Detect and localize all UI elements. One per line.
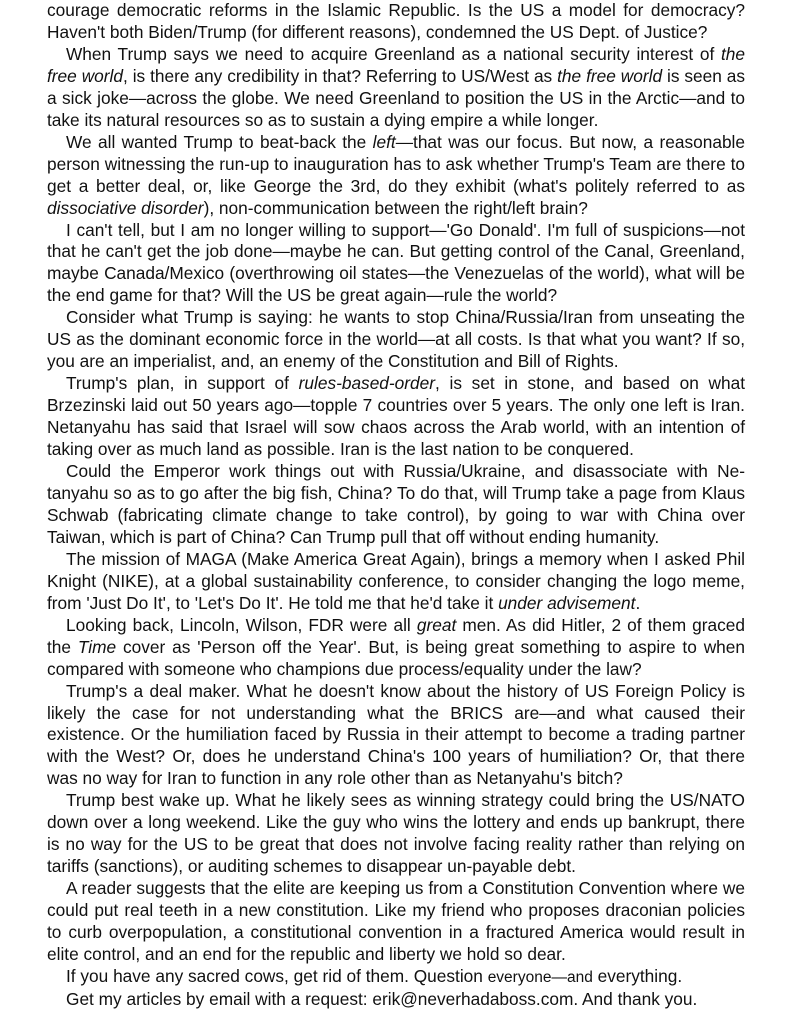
italic-text-run: the free world [557, 65, 663, 86]
paragraph-14-contact [47, 989, 745, 1011]
italic-text-run: Time [77, 636, 117, 657]
article-column [47, 0, 745, 1011]
paragraph-12 [47, 878, 745, 966]
paragraph-5 [47, 307, 745, 373]
text-run: A reader suggests that the elite are keeping us from a Constitution Convention where we could put real teeth in a new constitution. Like my friend who proposes draconian policies to curb overpopulation, a constitutional convention in a fractured America would result in elite control, and an end for the republic and liberty we hold so dear. [47, 878, 745, 964]
text-run: The mission of MAGA (Make America Great Again), brings a memory when I asked Phil Knight (NIKE), at a global sustainability conference, to consider changing the logo meme, from 'Just Do It', to 'Let's Do It'. He told me that he'd take it [47, 548, 745, 613]
text-run: courage democratic reforms in the Islamic Republic. Is the US a model for democracy? Haven't both Biden/Trump (for different reasons), condemned the US Dept. of Justice? [47, 0, 745, 42]
italic-text-run: left [372, 131, 396, 152]
italic-text-run: under advisement [498, 592, 636, 613]
paragraph-2 [47, 44, 745, 132]
paragraph-1 [47, 0, 745, 44]
text-run: everything. [592, 965, 683, 986]
paragraph-7 [47, 461, 745, 549]
text-run: We all wanted Trump to beat-back the [66, 131, 373, 152]
paragraph-3 [47, 132, 745, 220]
text-run: is seen as a sick joke—across the globe. We need Greenland to position the US in the Arctic—and to take its natural resources so as to sustain a dying empire a while longer. [47, 65, 746, 130]
paragraph-4 [47, 220, 745, 308]
text-run: Could the Emperor work things out with Russia/Ukraine, and disassociate with Netanyahu so as to go after the big fish, China? To do that, will Trump take a page from Klaus Schwab (fabricating climate change to take control), by going to war with China over Taiwan, which is part of China? Can Trump pull that off without ending humanity. [47, 461, 745, 547]
text-run: , is set in stone, and based on what Brzezinski laid out 50 years ago—topple 7 countries over 5 years. The only one left is Iran. Netanyahu has said that Israel will sow chaos across the Arab world, with an intention of taking over as much land as possible. Iran is the last nation to be conquered. [47, 373, 745, 460]
text-run: everyone—and [487, 968, 593, 986]
text-run: Looking back, Lincoln, Wilson, FDR were all [66, 614, 417, 635]
italic-text-run: rules-based-order [298, 373, 436, 394]
paragraph-11 [47, 790, 745, 878]
italic-text-run: the free world [47, 43, 745, 86]
italic-text-run: great [416, 614, 457, 635]
text-run: Consider what Trump is saying: he wants to stop China/Russia/Iran from unseating the US as the dominant economic force in the world—at all costs. Is that what you want? If so, you are an imperialist, and, an enemy of the Constitution and Bill of Rights. [47, 307, 745, 372]
italic-text-run: dissociative disorder [47, 197, 204, 218]
paragraph-13 [47, 966, 745, 989]
text-run: When Trump says we need to acquire Greenland as a national security interest of [66, 43, 721, 64]
text-run: , is there any credibility in that? Referring to US/West as [123, 65, 558, 86]
paragraph-10 [47, 681, 745, 791]
text-run: Trump's a deal maker. What he doesn't know about the history of US Foreign Policy is likely the case for not understanding what the BRICS are—and what caused their existence. Or the humiliation faced by Russia in their attempt to become a trading partner with the West? Or, does he understand China's 100 years of humiliation? Or, that there was no way for Iran to function in any role other than as Netanyahu's bitch? [47, 680, 745, 789]
text-run: —that was our focus. But now, a reasonable person witnessing the run-up to inauguration has to ask whether Trump's Team are there to get a better deal, or, like George the 3rd, do they exhibit (what's politely referred to as [47, 131, 745, 196]
text-run: . [635, 592, 641, 613]
text-run: If you have any sacred cows, get rid of them. Question [66, 965, 488, 986]
text-run: men. As did Hitler, 2 of them graced the [47, 614, 745, 657]
paragraph-9 [47, 615, 745, 681]
paragraph-8 [47, 549, 745, 615]
text-run: Trump's plan, in support of [66, 373, 299, 394]
text-run: Get my articles by email with a request: erik@neverhadaboss.com. And thank you. [66, 988, 698, 1009]
text-run: I can't tell, but I am no longer willing to support—'Go Donald'. I'm full of suspicions—not that he can't get the job done—maybe he can. But getting control of the Canal, Greenland, maybe Canada/Mexico (overthrowing oil states—the Venezuelas of the world), what will be the end game for that? Will the US be great again—rule the world? [47, 219, 745, 306]
paragraph-6 [47, 373, 745, 461]
text-run: ), non-communication between the right/left brain? [203, 197, 588, 218]
text-run: cover as 'Person off the Year'. But, is being great something to aspire to when compared with someone who champions due process/equality under the law? [47, 636, 746, 679]
text-run: Trump best wake up. What he likely sees as winning strategy could bring the US/​NATO down over a long weekend. Like the guy who wins the lottery and ends up bankrupt, there is no way for the US to be great that does not involve facing reality rather than relying on tariffs (sanctions), or auditing schemes to disappear un-payable debt. [47, 790, 745, 877]
